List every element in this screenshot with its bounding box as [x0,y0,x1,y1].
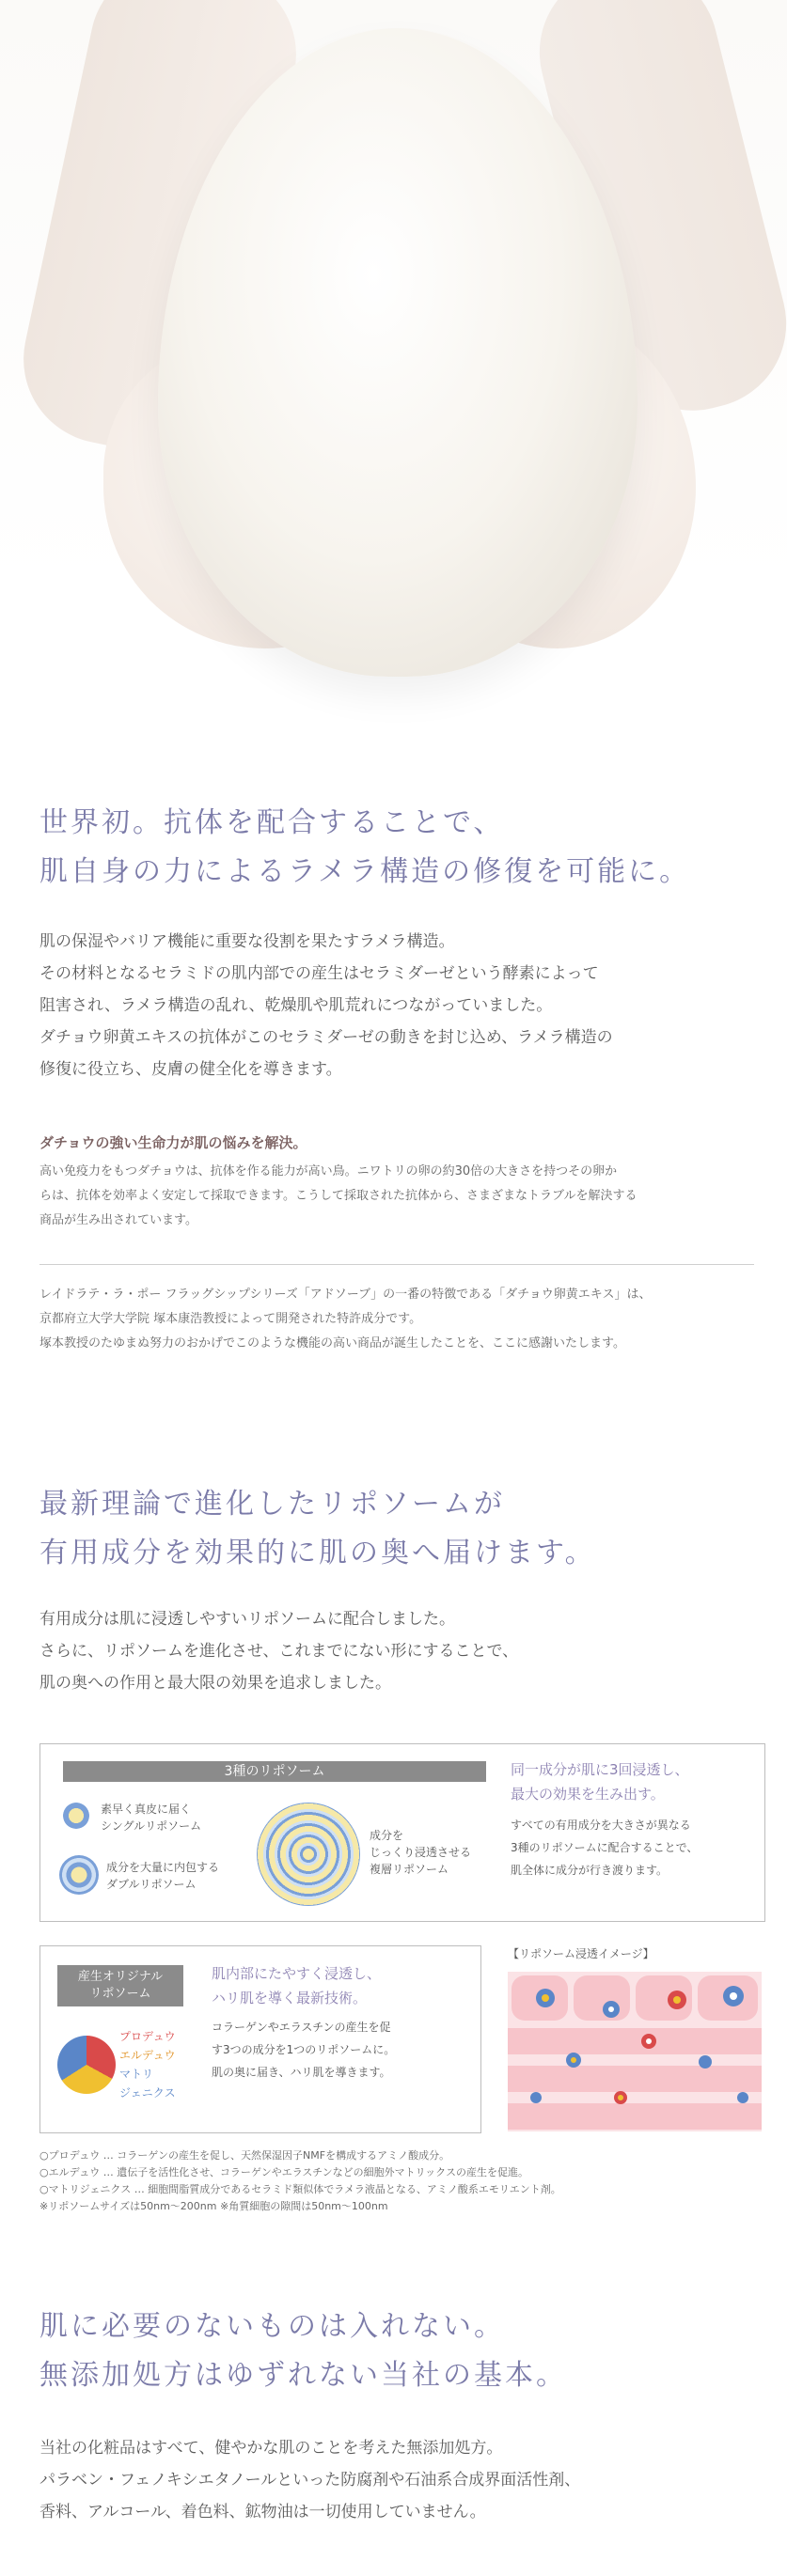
section3-title [39,2303,773,2400]
section1-sub-title: ダチョウの強い生命力が肌の悩みを解決。 [39,1134,307,1151]
section1-body-line: 阻害され、ラメラ構造の乱れ、乾燥肌や肌荒れにつながっていました。 [39,996,553,1015]
section1-sub [39,1132,773,1233]
tag-line: リポソーム [89,1987,151,2001]
single-liposome-label [101,1801,251,1834]
side-line: 肌全体に成分が行き渡ります。 [511,1864,669,1877]
section1-title-line2: 肌自身の力によるラメラ構造の修復を可能に。 [39,855,691,888]
section1-body [39,926,773,1085]
section1-sub-line: 高い免疫力をもつダチョウは、抗体を作る能力が高い鳥。ニワトリの卵の約30倍の大きさを持つその卵か [39,1164,618,1179]
section1-body-line: 肌の保湿やバリア機能に重要な役割を果たすラメラ構造。 [39,932,455,951]
section1-title-line1: 世界初。抗体を配合することで、 [39,806,505,839]
divider [39,1264,754,1265]
section2-body-line: 肌の奥への作用と最大限の効果を追求しました。 [39,1674,391,1693]
note-line: ○プロデュウ … コラーゲンの産生を促し、天然保湿因子NMFを構成するアミノ酸成分。 [39,2149,450,2162]
double-liposome-label [106,1859,266,1893]
original-liposome-tag [57,1965,183,2006]
side-title-line: 同一成分が肌に3回浸透し、 [511,1761,689,1778]
label-matri: マトリ [119,2068,154,2081]
section2-body [39,1603,773,1699]
liposome-types-header: 3種のリポソーム [63,1761,486,1782]
original-liposome-labels [119,2027,195,2102]
label-produ: プロデュウ [119,2030,176,2043]
section2-title-line2: 有用成分を効果的に肌の奥へ届けます。 [39,1537,596,1569]
liposome-types-box [39,1743,765,1922]
side-title-line: 最大の効果を生み出す。 [511,1786,665,1803]
single-line: 素早く真皮に届く [101,1803,192,1816]
section2-title [39,1480,773,1578]
side-line: 3種のリポソームに配合することで、 [511,1841,699,1854]
original-liposome-icon [57,2036,116,2094]
section1-note [39,1283,773,1356]
section1-body-line: 修復に役立ち、皮膚の健全化を導きます。 [39,1060,342,1079]
label-genics: ジェニクス [119,2086,176,2100]
section1-sub-line: 商品が生み出されています。 [39,1213,197,1227]
orig-body-line: 肌の奥に届き、ハリ肌を導きます。 [212,2066,391,2079]
section3-title-line2: 無添加処方はゆずれない当社の基本。 [39,2359,567,2392]
penetration-image-label: 【リポソーム浸透イメージ】 [508,1947,654,1960]
multi-line: 成分を [370,1829,404,1842]
note-line: ○エルデュウ … 遺伝子を活性化させ、コラーゲンやエラスチンなどの細胞外マトリックスの産生を促進。 [39,2166,529,2178]
multi-liposome-icon [257,1803,360,1906]
single-line: シングルリポソーム [101,1819,202,1833]
penetration-image [508,1972,762,2131]
section1-sub-line: らは、抗体を効率よく安定して採取できます。こうして採取された抗体から、さまざまなトラブルを解決する [39,1189,637,1203]
orig-body-line: す3つの成分を1つのリポソームに。 [212,2043,396,2056]
ingredient-notes [39,2147,773,2215]
section3-body-line: 香料、アルコール、着色料、鉱物油は一切使用していません。 [39,2503,486,2521]
section1-note-line: 京都府立大学大学院 塚本康浩教授によって開発された特許成分です。 [39,1312,422,1326]
section3-body-line: 当社の化粧品はすべて、健やかな肌のことを考えた無添加処方。 [39,2439,503,2458]
side-line: すべての有用成分を大きさが異なる [511,1819,691,1832]
multi-liposome-label [370,1827,492,1878]
double-liposome-icon [59,1855,99,1895]
section3-body-line: パラベン・フェノキシエタノールといった防腐剤や石油系合成界面活性剤、 [39,2471,581,2490]
original-liposome-box [39,1945,481,2133]
section1-note-line: レイドラテ・ラ・ポー フラッグシップシリーズ「アドソーブ」の一番の特徴である「ダチョウ卵黄エキス」は、 [39,1288,652,1302]
tag-line: 産生オリジナル [77,1970,164,1984]
note-line: ○マトリジェニクス … 細胞間脂質成分であるセラミド類似体でラメラ液晶となる、アミノ酸系エモリエント剤。 [39,2183,561,2195]
label-eldu: エルデュウ [119,2049,176,2062]
double-line: 成分を大量に内包する [106,1861,220,1874]
section1-body-line: ダチョウ卵黄エキスの抗体がこのセラミダーゼの動きを封じ込め、ラメラ構造の [39,1028,613,1047]
double-line: ダブルリポソーム [106,1878,197,1891]
section3-body [39,2432,773,2528]
section2-title-line1: 最新理論で進化したリポソームが [39,1488,505,1521]
single-liposome-icon [63,1803,89,1829]
orig-title-line: ハリ肌を導く最新技術。 [212,1990,368,2006]
multi-line: 複層リポソーム [370,1863,449,1876]
skin-diagram [508,1972,762,2131]
multi-line: じっくり浸透させる [370,1846,472,1859]
section1-note-line: 塚本教授のたゆまぬ努力のおかげでこのような機能の高い商品が誕生したことを、ここに感謝いたします。 [39,1336,625,1350]
section1-body-line: その材料となるセラミドの肌内部での産生はセラミダーゼという酵素によって [39,964,599,983]
liposome-side-text [511,1757,755,1881]
hero-image [0,0,787,733]
orig-body-line: コラーゲンやエラスチンの産生を促 [212,2021,391,2034]
section1-title [39,799,773,897]
section3-title-line1: 肌に必要のないものは入れない。 [39,2310,505,2343]
note-line: ※リポソームサイズは50nm〜200nm ※角質細胞の隙間は50nm〜100nm [39,2200,388,2212]
original-liposome-text [212,1961,475,2084]
section2-body-line: さらに、リポソームを進化させ、これまでにない形にすることで、 [39,1642,519,1661]
section2-body-line: 有用成分は肌に浸透しやすいリポソームに配合しました。 [39,1610,455,1629]
orig-title-line: 肌内部にたやすく浸透し、 [212,1965,382,1982]
